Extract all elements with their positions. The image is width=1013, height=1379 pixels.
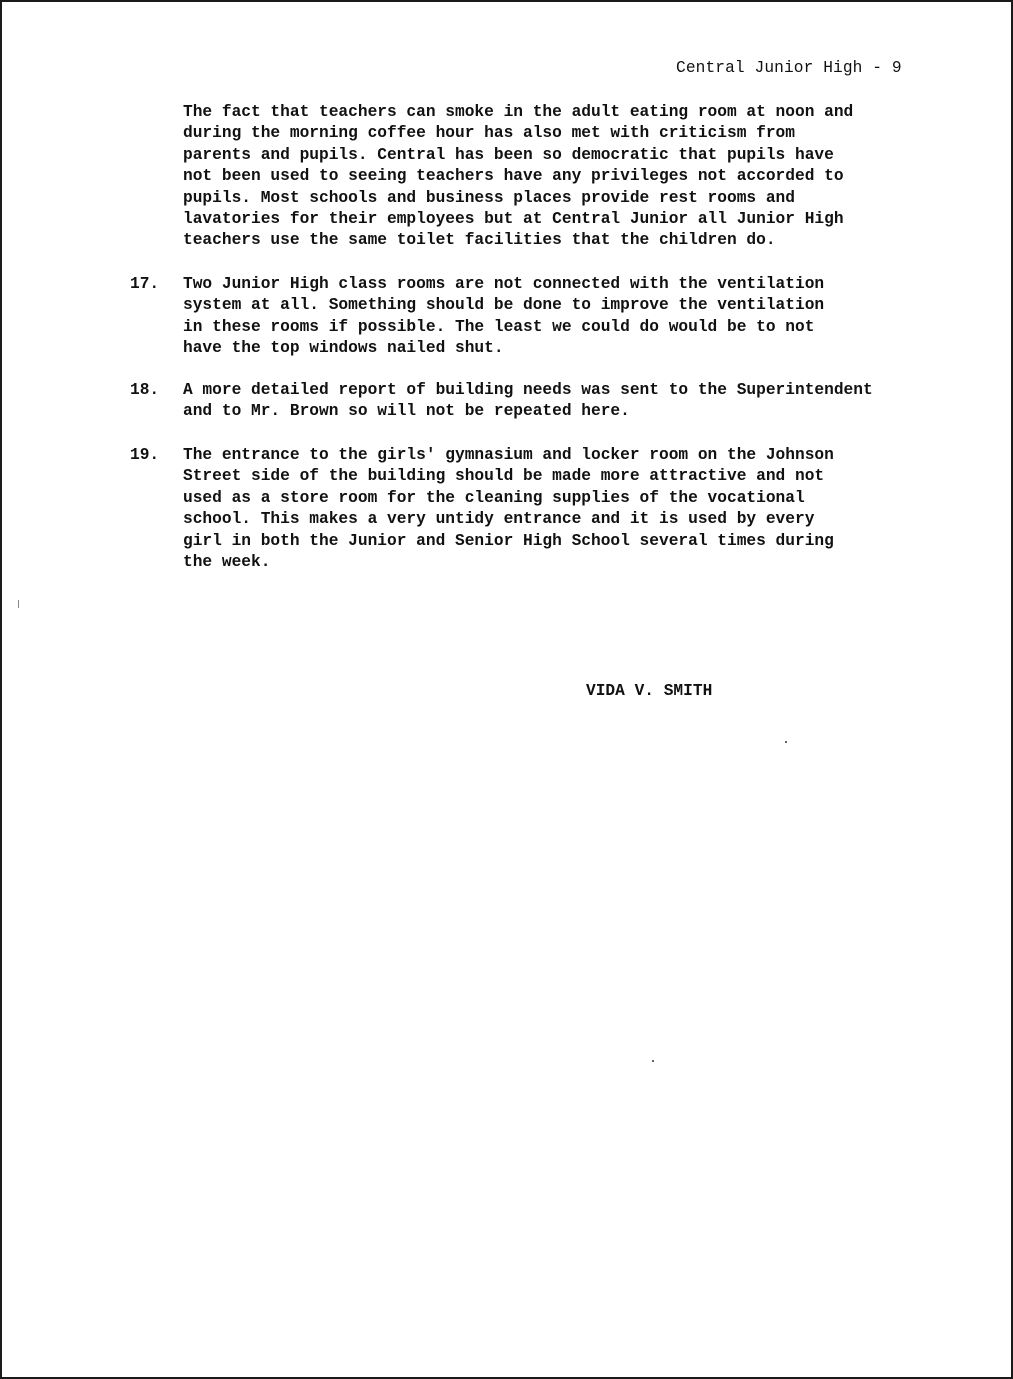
item-line: system at all. Something should be done to improve the ventilation	[183, 296, 825, 315]
item-text	[183, 274, 824, 360]
item-number: 17.	[130, 275, 160, 293]
edge-mark	[18, 600, 19, 608]
paper-speck	[785, 741, 787, 743]
intro-paragraph	[183, 102, 853, 252]
item-line: school. This makes a very untidy entrance and it is used by every	[183, 510, 815, 529]
item-number: 19.	[130, 446, 160, 464]
item-line: in these rooms if possible. The least we could do would be to not	[183, 317, 815, 336]
item-number: 18.	[130, 381, 160, 399]
paragraph-line: during the morning coffee hour has also met with criticism from	[183, 124, 795, 143]
item-text	[183, 380, 873, 423]
item-line: the week.	[183, 553, 271, 572]
item-text	[183, 445, 834, 573]
item-line: used as a store room for the cleaning supplies of the vocational	[183, 488, 805, 507]
paragraph-line: The fact that teachers can smoke in the adult eating room at noon and	[183, 103, 854, 121]
item-line: A more detailed report of building needs was sent to the Superintendent	[183, 381, 873, 399]
item-line: girl in both the Junior and Senior High School several times during	[183, 531, 834, 550]
signature: VIDA V. SMITH	[586, 682, 713, 700]
paragraph-line: pupils. Most schools and business places provide rest rooms and	[183, 188, 795, 207]
paragraph-line: not been used to seeing teachers have any privileges not accorded to	[183, 167, 844, 186]
running-head: Central Junior High - 9	[676, 59, 902, 77]
item-line: Street side of the building should be made more attractive and not	[183, 467, 825, 486]
item-line: and to Mr. Brown so will not be repeated here.	[183, 402, 630, 421]
paper-speck	[652, 1060, 654, 1062]
paragraph-line: parents and pupils. Central has been so democratic that pupils have	[183, 145, 834, 164]
item-line: Two Junior High class rooms are not connected with the ventilation	[183, 275, 825, 293]
paragraph-line: lavatories for their employees but at Central Junior all Junior High	[183, 210, 844, 229]
item-line: The entrance to the girls' gymnasium and locker room on the Johnson	[183, 446, 834, 464]
item-line: have the top windows nailed shut.	[183, 339, 504, 358]
paragraph-line: teachers use the same toilet facilities that the children do.	[183, 231, 776, 250]
